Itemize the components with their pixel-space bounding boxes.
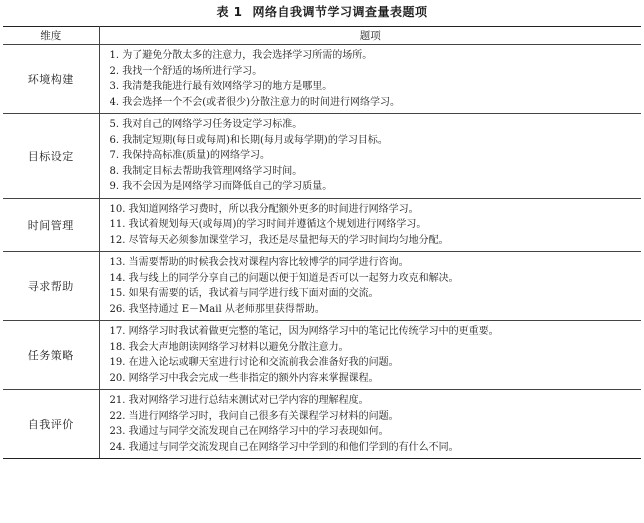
item-22: 22. 当进行网络学习时，我问自己很多有关课程学习材料的问题。 [109,410,399,422]
item-23: 23. 我通过与同学交流发现自己在网络学习中的学习表现如何。 [109,426,389,437]
item-17: 17. 网络学习时我试着做更完整的笔记，因为网络学习中的笔记比传统学习中的更重要。 [109,326,499,337]
item-2: 2. 我找一个舒适的场所进行学习。 [109,65,263,77]
item-12: 12. 尽管每天必须参加课堂学习，我还是尽量把每天的学习时间均匀地分配。 [109,234,449,246]
item-6: 6. 我制定短期(每日或每周)和长期(每月或每学期)的学习目标。 [109,134,388,146]
items-cell [99,198,641,252]
item-3: 3. 我清楚我能进行最有效网络学习的地方是哪里。 [109,81,333,92]
table-row-self-evaluation [3,390,641,459]
header-dimension: 维度 [3,27,99,45]
table-row-environment [3,45,641,114]
dimension-cell: 环境构建 [3,45,99,114]
items-cell [99,114,641,199]
dimension-cell: 任务策略 [3,321,99,390]
item-18: 18. 我会大声地朗读网络学习材料以避免分散注意力。 [109,341,349,353]
item-14: 14. 我与线上的同学分享自己的问题以便于知道是否可以一起努力攻克和解决。 [109,272,459,284]
item-13: 13. 当需要帮助的时候我会找对课程内容比较博学的同学进行咨询。 [109,257,409,268]
items-cell [99,45,641,114]
table-title: 网络自我调节学习调查量表题项 [252,5,428,19]
table-caption [0,4,644,20]
dimension-cell: 自我评价 [3,390,99,459]
item-1: 1. 为了避免分散太多的注意力，我会选择学习所需的场所。 [109,50,373,61]
item-4: 4. 我会选择一个不会(或者很少)分散注意力的时间进行网络学习。 [109,96,401,108]
items-cell [99,390,641,459]
header-row [3,27,641,45]
table-row-time-management [3,198,641,252]
item-19: 19. 在进入论坛或聊天室进行讨论和交流前我会准备好我的问题。 [109,357,399,368]
table-row-help-seeking [3,252,641,321]
dimension-cell: 时间管理 [3,198,99,252]
item-26: 26. 我坚持通过 E－Mail 从老师那里获得帮助。 [109,303,325,315]
survey-table [3,26,641,459]
item-20: 20. 网络学习中我会完成一些非指定的额外内容来掌握课程。 [109,372,379,384]
items-cell [99,252,641,321]
table-row-task-strategies [3,321,641,390]
item-10: 10. 我知道网络学习费时，所以我分配额外更多的时间进行网络学习。 [109,203,419,215]
item-21: 21. 我对网络学习进行总结来测试对已学内容的理解程度。 [109,395,369,406]
dimension-cell: 目标设定 [3,114,99,199]
table-row-goal-setting [3,114,641,199]
header-items: 题项 [99,27,641,45]
items-cell [99,321,641,390]
table-number: 表 1 [216,5,243,19]
item-11: 11. 我试着规划每天(或每周)的学习时间并遵循这个规划进行网络学习。 [109,219,427,230]
dimension-cell: 寻求帮助 [3,252,99,321]
item-9: 9. 我不会因为是网络学习而降低自己的学习质量。 [109,181,333,192]
item-15: 15. 如果有需要的话，我试着与同学进行线下面对面的交流。 [109,288,379,299]
item-8: 8. 我制定目标去帮助我管理网络学习时间。 [109,165,303,177]
item-7: 7. 我保持高标准(质量)的网络学习。 [109,150,271,161]
item-5: 5. 我对自己的网络学习任务设定学习标准。 [109,119,303,130]
item-24: 24. 我通过与同学交流发现自己在网络学习中学到的和他们学到的有什么不同。 [109,441,459,453]
